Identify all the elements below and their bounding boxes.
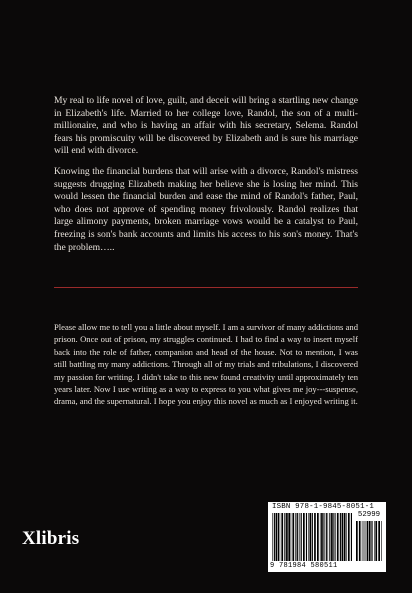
barcode-bar (274, 513, 275, 561)
barcode-bar (314, 513, 316, 561)
barcode-bar (337, 513, 339, 561)
barcode-bar (306, 513, 307, 561)
barcode-bar (344, 513, 346, 561)
barcode-bar (286, 513, 288, 561)
barcode-bar (335, 513, 336, 561)
barcode-bar (371, 521, 372, 561)
barcode-bar (381, 521, 382, 561)
barcode-bar (326, 513, 327, 561)
barcode-bar (309, 513, 311, 561)
synopsis-paragraph-1: My real to life novel of love, guilt, and deceit will bring a startling new change in Elizabeth's life. Married to her college love, Randol, the son of a multi-millionaire, and who is having an affair with his secretary, Selema. Randol fears his promiscuity will be discovered by Elizabeth and is sure his marriage will end with divorce. (54, 95, 358, 157)
barcode-bar (276, 513, 278, 561)
barcode-bar (362, 521, 363, 561)
barcode-bar (280, 513, 281, 561)
synopsis-paragraph-2: Knowing the financial burdens that will arise with a divorce, Randol's mistress suggests drugging Elizabeth making her believe she is losing her mind. This would lessen the financial burden and ease the mind of Randol's father, Paul, who does not approve of spending money frivolously. Randol realizes that large alimony payments, broken marriage vows would be a catalyst to Paul, freezing is son's bank accounts and limits his access to his son's money. That's the problem….. (54, 166, 358, 253)
barcode-bar (374, 521, 375, 561)
barcode-bars (272, 513, 352, 561)
barcode-bar (278, 513, 279, 561)
barcode-bar (365, 521, 366, 561)
barcode-bar (356, 521, 358, 561)
barcode-bar (312, 513, 313, 561)
barcode-bar (284, 513, 285, 561)
barcode-bar (367, 521, 369, 561)
barcode-bar (291, 513, 292, 561)
barcode-bar (372, 521, 373, 561)
barcode-addon-digits: 52999 (357, 511, 381, 519)
publisher-logo: Xlibris (22, 528, 80, 549)
isbn-label: ISBN 978-1-9845-8051-1 (272, 503, 374, 511)
barcode-bar (321, 513, 323, 561)
isbn-barcode (268, 502, 386, 572)
barcode-digits: 9 781984 580511 (270, 562, 338, 570)
barcode-bar (378, 521, 380, 561)
barcode-bar (301, 513, 302, 561)
barcode-bar (346, 513, 347, 561)
barcode-bar (329, 513, 330, 561)
barcode-bar (351, 513, 352, 561)
red-divider-line (54, 287, 358, 288)
barcode-bar (295, 513, 296, 561)
barcode-bar (340, 513, 341, 561)
barcode-bar (375, 521, 377, 561)
barcode-bar (297, 513, 298, 561)
barcode-bar (292, 513, 294, 561)
barcode-bar (342, 513, 344, 561)
barcode-addon-bars (356, 521, 382, 561)
barcode-bar (348, 513, 350, 561)
barcode-bar (364, 521, 365, 561)
barcode-bar (369, 521, 371, 561)
barcode-bar (331, 513, 333, 561)
barcode-bar (359, 521, 361, 561)
barcode-bar (328, 513, 329, 561)
barcode-bar (303, 513, 305, 561)
author-bio: Please allow me to tell you a little about myself. I am a survivor of many addictions and prison. Once out of prison, my struggles continued. I had to find a way to insert myself back into the role of father, companion and head of the house. Not to mention, I was still battling my many addictions. Through all of my trials and tribulations, I discovered my passion for writing. I didn't take to this new found creativity until approximately ten years later. Now I use writing as a way to express to you what gives me joy---suspense, drama, and the supernatural. I hope you enjoy this novel as much as I enjoyed writing it. (54, 322, 358, 407)
barcode-bar (288, 513, 290, 561)
barcode-bar (317, 513, 319, 561)
barcode-bar (333, 513, 334, 561)
barcode-bar (281, 513, 283, 561)
barcode-bar (308, 513, 309, 561)
barcode-bar (323, 513, 324, 561)
barcode-bar (272, 513, 273, 561)
barcode-bar (299, 513, 300, 561)
barcode-bar (320, 513, 321, 561)
